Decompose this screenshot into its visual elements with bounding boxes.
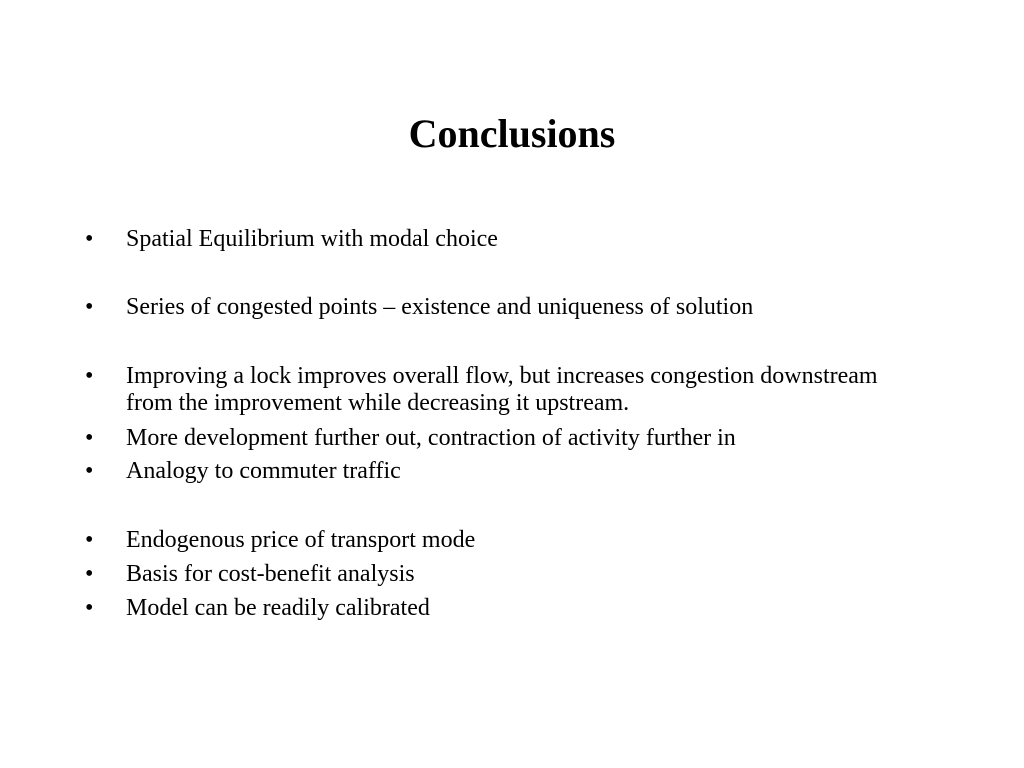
- bullet-item: [85, 294, 905, 321]
- bullet-icon: •: [85, 527, 94, 553]
- bullet-item: [85, 226, 905, 253]
- bullet-text: Endogenous price of transport mode: [126, 527, 476, 553]
- bullet-text: Model can be readily calibrated: [126, 595, 430, 621]
- bullet-icon: •: [85, 294, 94, 320]
- slide-title: Conclusions: [408, 111, 616, 156]
- bullet-text: Analogy to commuter traffic: [126, 458, 401, 484]
- bullet-text: Spatial Equilibrium with modal choice: [126, 226, 498, 252]
- bullet-icon: •: [85, 226, 94, 252]
- bullet-item: [85, 527, 905, 554]
- bullet-item: [85, 425, 905, 452]
- bullet-item: [85, 458, 905, 485]
- bullet-text: More development further out, contraction of activity further in: [126, 425, 736, 451]
- bullet-icon: •: [85, 561, 94, 587]
- bullet-text: Improving a lock improves overall flow, but increases congestion downstream from the improvement while decreasing it upstream.: [126, 363, 878, 416]
- bullet-item: [85, 561, 905, 588]
- bullet-icon: •: [85, 425, 94, 451]
- bullet-item: [85, 363, 905, 417]
- bullet-icon: •: [85, 363, 94, 389]
- bullet-icon: •: [85, 595, 94, 621]
- bullet-text: Series of congested points – existence and uniqueness of solution: [126, 294, 754, 320]
- bullet-text: Basis for cost-benefit analysis: [126, 561, 415, 587]
- bullet-icon: •: [85, 458, 94, 484]
- bullet-item: [85, 595, 905, 622]
